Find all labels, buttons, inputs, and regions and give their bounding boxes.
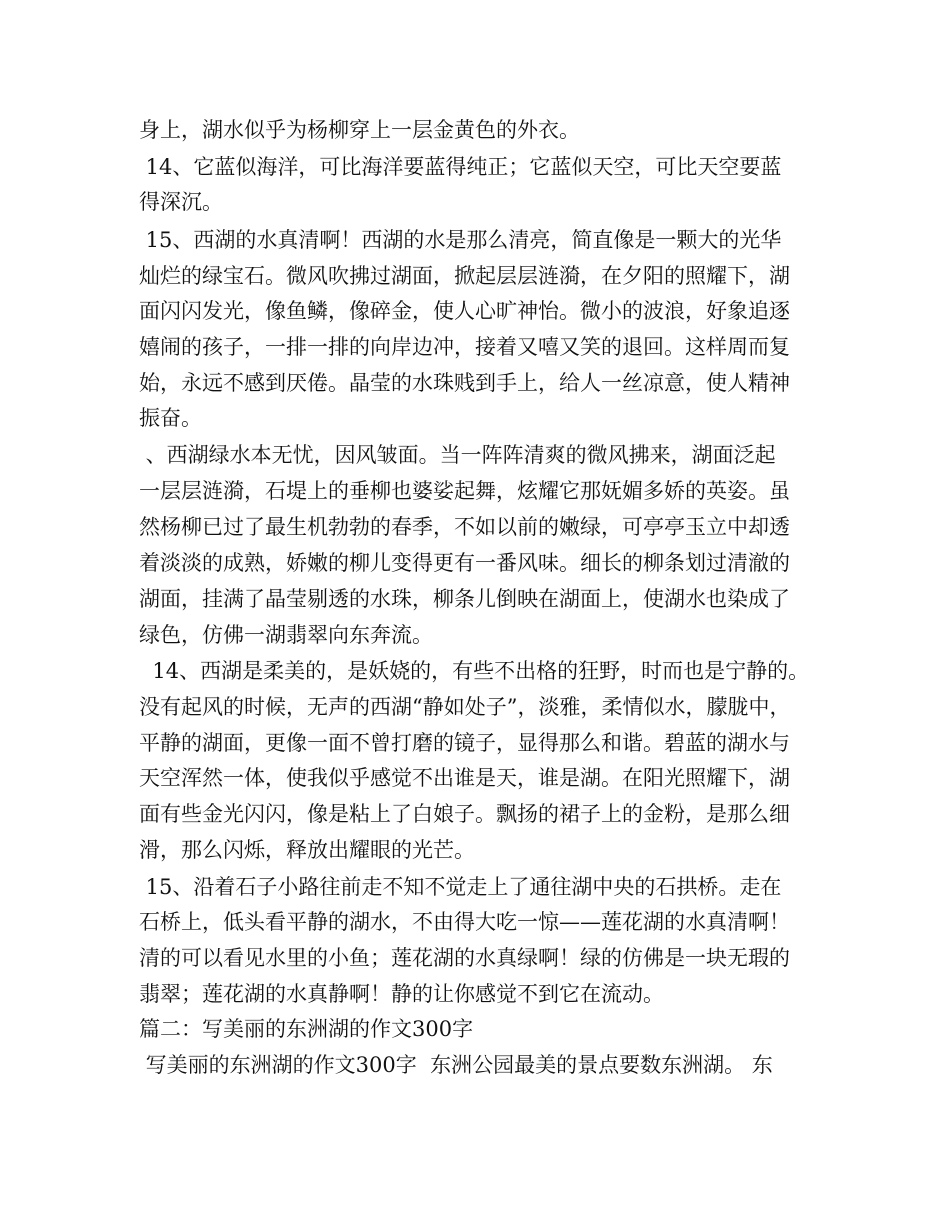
text-line: 石桥上，低头看平静的湖水，不由得大吃一惊——莲花湖的水真清啊！ xyxy=(139,910,790,934)
text-line: 绿色，仿佛一湖翡翠向东奔流。 xyxy=(139,623,433,647)
text-line: 嬉闹的孩子，一排一排的向岸边冲，接着又嘻又笑的退回。这样周而复 xyxy=(139,335,790,359)
text-line: 清的可以看见水里的小鱼；莲花湖的水真绿啊！绿的仿佛是一块无瑕的 xyxy=(139,946,790,970)
text-line: 振奋。 xyxy=(139,406,202,430)
text-line: 没有起风的时候，无声的西湖“静如处子”，淡雅，柔情似水，朦胧中， xyxy=(139,695,791,719)
text-line: 平静的湖面，更像一面不曾打磨的镜子，显得那么和谐。碧蓝的湖水与 xyxy=(139,731,790,755)
text-line: 得深沉。 xyxy=(139,190,223,214)
text-line: 面闪闪发光，像鱼鳞，像碎金，使人心旷神怡。微小的波浪，好象追逐 xyxy=(139,299,790,323)
text-line: 、西湖绿水本无忧，因风皱面。当一阵阵清爽的微风拂来，湖面泛起 xyxy=(139,443,776,467)
text-line: 面有些金光闪闪，像是粘上了白娘子。飘扬的裙子上的金粉，是那么细 xyxy=(139,802,790,826)
text-line: 一层层涟漪，石堤上的垂柳也婆娑起舞，炫耀它那妩媚多娇的英姿。虽 xyxy=(139,479,790,503)
text-line: 写美丽的东洲湖的作文300字 东洲公园最美的景点要数东洲湖。 东 xyxy=(139,1053,773,1077)
text-line: 14、西湖是柔美的，是妖娆的，有些不出格的狂野，时而也是宁静的。 xyxy=(139,659,810,683)
text-line: 然杨柳已过了最生机勃勃的春季，不如以前的嫩绿，可亭亭玉立中却透 xyxy=(139,515,790,539)
text-line: 灿烂的绿宝石。微风吹拂过湖面，掀起层层涟漪，在夕阳的照耀下，湖 xyxy=(139,264,790,288)
text-line: 15、沿着石子小路往前走不知不觉走上了通往湖中央的石拱桥。走在 xyxy=(139,875,782,899)
text-line: 翡翠；莲花湖的水真静啊！静的让你感觉不到它在流动。 xyxy=(139,982,664,1006)
section-heading: 篇二：写美丽的东洲湖的作文300字 xyxy=(139,1017,474,1041)
text-line: 15、西湖的水真清啊！西湖的水是那么清亮，简直像是一颗大的光华 xyxy=(139,228,782,252)
text-line: 滑，那么闪烁，释放出耀眼的光芒。 xyxy=(139,838,475,862)
text-line: 湖面，挂满了晶莹剔透的水珠，柳条儿倒映在湖面上，使湖水也染成了 xyxy=(139,587,790,611)
text-line: 着淡淡的成熟，娇嫩的柳儿变得更有一番风味。细长的柳条划过清澈的 xyxy=(139,551,790,575)
text-line: 天空浑然一体，使我似乎感觉不出谁是天，谁是湖。在阳光照耀下，湖 xyxy=(139,766,790,790)
text-line: 14、它蓝似海洋，可比海洋要蓝得纯正；它蓝似天空，可比天空要蓝 xyxy=(139,155,782,179)
text-line: 身上，湖水似乎为杨柳穿上一层金黄色的外衣。 xyxy=(139,118,580,142)
text-line: 始，永远不感到厌倦。晶莹的水珠贱到手上，给人一丝凉意，使人精神 xyxy=(139,371,790,395)
